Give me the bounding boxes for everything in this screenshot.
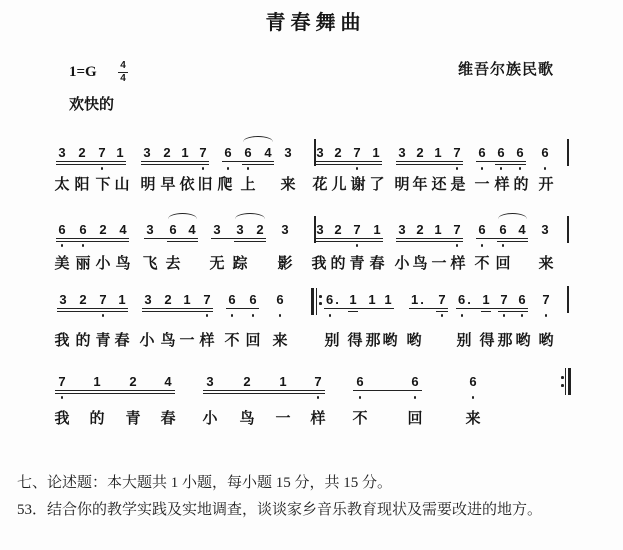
- note: 6: [276, 292, 284, 307]
- note: 7: [353, 222, 361, 237]
- beam-line: [57, 311, 128, 312]
- lyric-char: 别: [456, 331, 472, 349]
- lyric-char: 鸟: [160, 331, 176, 349]
- beam-line: [55, 393, 175, 394]
- note: 4: [188, 222, 196, 237]
- dotted-note: 6.: [326, 292, 341, 307]
- beam-line: [242, 164, 274, 165]
- slur: [168, 213, 197, 219]
- note: 2: [129, 374, 137, 389]
- lyric-char: 一: [179, 331, 195, 349]
- note: 1: [183, 292, 191, 307]
- beam-line: [409, 308, 448, 309]
- lyric-char: 那: [497, 331, 513, 349]
- note: 3: [284, 145, 292, 160]
- lyric-char: 不: [474, 254, 490, 272]
- note: 7: [438, 292, 446, 307]
- lyric-char: 别: [324, 331, 340, 349]
- note: 7: [500, 292, 508, 307]
- lyric-char: 还: [431, 175, 447, 193]
- low-octave-dot: [206, 314, 209, 317]
- lyric-char: 春: [160, 409, 176, 427]
- note: 7: [542, 292, 550, 307]
- lyric-char: 我: [54, 409, 70, 427]
- note: 1: [116, 145, 124, 160]
- lyric-char: 美: [54, 254, 70, 272]
- lyric-char: 太: [54, 175, 70, 193]
- lyric-char: 下: [95, 175, 111, 193]
- lyric-char: 得: [479, 331, 495, 349]
- low-octave-dot: [503, 314, 506, 317]
- note: 1: [434, 222, 442, 237]
- bar-line: [567, 139, 569, 166]
- low-octave-dot: [356, 167, 359, 170]
- note: 2: [79, 292, 87, 307]
- tempo-marking: 欢快的: [69, 95, 115, 113]
- note: 2: [416, 145, 424, 160]
- lyric-char: 回: [407, 409, 423, 427]
- note: 6: [497, 145, 505, 160]
- lyric-char: 爬: [217, 175, 233, 193]
- lyric-char: 了: [369, 175, 385, 193]
- beam-line: [142, 311, 213, 312]
- low-octave-dot: [329, 314, 332, 317]
- repeat-end-thin-line: [565, 368, 566, 395]
- lyric-char: 来: [280, 175, 296, 193]
- lyric-char: 的: [513, 175, 529, 193]
- beam-line: [56, 164, 126, 165]
- lyric-char: 得: [347, 331, 363, 349]
- bar-line: [314, 139, 316, 166]
- low-octave-dot: [231, 314, 234, 317]
- lyric-char: 鸟: [115, 254, 131, 272]
- low-octave-dot: [441, 314, 444, 317]
- beam-line: [142, 308, 213, 309]
- beam-line: [481, 311, 491, 312]
- key-signature: 1=G: [69, 64, 97, 80]
- beam-line: [396, 238, 463, 239]
- beam-line: [144, 238, 198, 239]
- note: 3: [398, 222, 406, 237]
- note: 4: [518, 222, 526, 237]
- note: 6: [58, 222, 66, 237]
- note: 2: [99, 222, 107, 237]
- lyric-char: 的: [330, 254, 346, 272]
- beam-line: [56, 238, 129, 239]
- section-heading: 七、论述题：本大题共 1 小题，每小题 15 分，共 15 分。: [17, 475, 393, 491]
- lyric-char: 来: [272, 331, 288, 349]
- low-octave-dot: [481, 244, 484, 247]
- note: 6: [411, 374, 419, 389]
- note: 1: [279, 374, 287, 389]
- note: 7: [353, 145, 361, 160]
- note: 2: [416, 222, 424, 237]
- beam-line: [57, 308, 128, 309]
- lyric-char: 样: [199, 331, 215, 349]
- lyric-char: 儿: [331, 175, 347, 193]
- repeat-start-thick-line: [311, 288, 314, 315]
- note: 1: [373, 222, 381, 237]
- lyric-char: 不: [224, 331, 240, 349]
- dotted-note: 6.: [458, 292, 473, 307]
- lyric-char: 明: [394, 175, 410, 193]
- note: 2: [78, 145, 86, 160]
- lyric-char: 踪: [232, 254, 248, 272]
- beam-line: [353, 390, 422, 391]
- note: 3: [59, 292, 67, 307]
- time-signature: [117, 61, 129, 84]
- repeat-dot: [561, 376, 564, 379]
- slur: [235, 213, 265, 219]
- note: 6: [518, 292, 526, 307]
- note: 7: [99, 292, 107, 307]
- low-octave-dot: [461, 314, 464, 317]
- note: 6: [169, 222, 177, 237]
- lyric-char: 小: [202, 409, 218, 427]
- beam-line: [203, 390, 325, 391]
- beam-line: [141, 164, 209, 165]
- low-octave-dot: [202, 167, 205, 170]
- note: 3: [146, 222, 154, 237]
- note: 4: [264, 145, 272, 160]
- lyric-char: 来: [465, 409, 481, 427]
- low-octave-dot: [252, 314, 255, 317]
- note: 6: [249, 292, 257, 307]
- lyric-char: 一: [474, 175, 490, 193]
- lyric-char: 早: [160, 175, 176, 193]
- note: 1: [349, 292, 357, 307]
- beam-line: [396, 161, 463, 162]
- lyric-char: 不: [352, 409, 368, 427]
- time-signature-bottom: 4: [120, 73, 126, 84]
- beam-line: [234, 241, 266, 242]
- note: 3: [206, 374, 214, 389]
- beam-line: [316, 161, 382, 162]
- low-octave-dot: [356, 244, 359, 247]
- slur: [243, 136, 273, 142]
- lyric-char: 上: [240, 175, 256, 193]
- note: 6: [228, 292, 236, 307]
- note: 6: [499, 222, 507, 237]
- lyric-char: 依: [179, 175, 195, 193]
- note: 7: [453, 145, 461, 160]
- repeat-dot: [561, 384, 564, 387]
- note: 7: [58, 374, 66, 389]
- lyric-char: 去: [165, 254, 181, 272]
- low-octave-dot: [472, 396, 475, 399]
- lyric-char: 我: [54, 331, 70, 349]
- beam-line: [476, 161, 526, 162]
- low-octave-dot: [227, 167, 230, 170]
- low-octave-dot: [456, 244, 459, 247]
- lyric-char: 是: [450, 175, 466, 193]
- beam-line: [222, 161, 274, 162]
- note: 6: [224, 145, 232, 160]
- lyric-char: 回: [245, 331, 261, 349]
- low-octave-dot: [456, 167, 459, 170]
- slur: [498, 213, 527, 219]
- lyric-char: 哟: [382, 331, 398, 349]
- lyric-char: 小: [95, 254, 111, 272]
- note: 7: [203, 292, 211, 307]
- note: 6: [478, 145, 486, 160]
- note: 3: [144, 292, 152, 307]
- note: 3: [281, 222, 289, 237]
- note: 7: [98, 145, 106, 160]
- note: 1: [434, 145, 442, 160]
- lyric-char: 旧: [197, 175, 213, 193]
- low-octave-dot: [481, 167, 484, 170]
- note: 6: [516, 145, 524, 160]
- low-octave-dot: [414, 396, 417, 399]
- lyric-char: 谢: [350, 175, 366, 193]
- beam-line: [211, 238, 266, 239]
- beam-line: [56, 241, 129, 242]
- song-attribution: 维吾尔族民歌: [458, 60, 555, 78]
- lyric-char: 春: [114, 331, 130, 349]
- low-octave-dot: [545, 314, 548, 317]
- low-octave-dot: [544, 167, 547, 170]
- note: 1: [93, 374, 101, 389]
- lyric-char: 样: [494, 175, 510, 193]
- beam-line: [316, 238, 383, 239]
- beam-line: [55, 390, 175, 391]
- lyric-char: 无: [209, 254, 225, 272]
- score-row-3: [0, 292, 623, 352]
- beam-line: [348, 311, 358, 312]
- note: 2: [243, 374, 251, 389]
- note: 2: [334, 145, 342, 160]
- low-octave-dot: [359, 396, 362, 399]
- low-octave-dot: [101, 167, 104, 170]
- lyric-char: 哟: [515, 331, 531, 349]
- low-octave-dot: [502, 244, 505, 247]
- note: 4: [119, 222, 127, 237]
- note: 1: [482, 292, 490, 307]
- beam-line: [476, 238, 528, 239]
- score-row-1: [0, 145, 623, 205]
- beam-line: [396, 241, 463, 242]
- note: 6: [244, 145, 252, 160]
- note: 6: [79, 222, 87, 237]
- lyric-char: 鸟: [239, 409, 255, 427]
- low-octave-dot: [61, 244, 64, 247]
- note: 3: [236, 222, 244, 237]
- low-octave-dot: [521, 314, 524, 317]
- note: 2: [163, 145, 171, 160]
- lyric-char: 一: [275, 409, 291, 427]
- beam-line: [456, 308, 528, 309]
- note: 1: [372, 145, 380, 160]
- beam-line: [226, 308, 259, 309]
- note: 6: [356, 374, 364, 389]
- essay-question: 53．结合你的教学实践及实地调查，谈谈家乡音乐教育现状及需要改进的地方。: [17, 502, 543, 518]
- lyric-char: 影: [277, 254, 293, 272]
- beam-line: [316, 164, 382, 165]
- lyric-char: 开: [538, 175, 554, 193]
- lyric-char: 那: [365, 331, 381, 349]
- dotted-note: 1.: [411, 292, 426, 307]
- lyric-char: 回: [495, 254, 511, 272]
- lyric-char: 年: [412, 175, 428, 193]
- beam-line: [203, 393, 325, 394]
- low-octave-dot: [61, 396, 64, 399]
- note: 2: [334, 222, 342, 237]
- song-title: 青春舞曲: [265, 10, 366, 34]
- beam-line: [324, 308, 394, 309]
- lyric-char: 样: [310, 409, 326, 427]
- low-octave-dot: [279, 314, 282, 317]
- note: 3: [398, 145, 406, 160]
- lyric-char: 小: [139, 331, 155, 349]
- note: 7: [453, 222, 461, 237]
- lyric-char: 飞: [142, 254, 158, 272]
- beam-line: [498, 311, 528, 312]
- lyric-char: 花: [312, 175, 328, 193]
- repeat-dot: [319, 295, 322, 298]
- lyric-char: 鸟: [412, 254, 428, 272]
- note: 4: [164, 374, 172, 389]
- low-octave-dot: [317, 396, 320, 399]
- beam-line: [495, 164, 526, 165]
- lyric-char: 青: [125, 409, 141, 427]
- low-octave-dot: [500, 167, 503, 170]
- beam-line: [167, 241, 198, 242]
- lyric-char: 的: [75, 331, 91, 349]
- score-row-2: [0, 222, 623, 282]
- note: 3: [213, 222, 221, 237]
- beam-line: [436, 311, 448, 312]
- beam-line: [497, 241, 528, 242]
- beam-line: [396, 164, 463, 165]
- repeat-end-thick-line: [568, 368, 571, 395]
- note: 2: [164, 292, 172, 307]
- lyric-char: 哟: [538, 331, 554, 349]
- lyric-char: 哟: [406, 331, 422, 349]
- note: 3: [316, 222, 324, 237]
- bar-line: [567, 286, 569, 313]
- lyric-char: 一: [431, 254, 447, 272]
- lyric-char: 阳: [74, 175, 90, 193]
- time-signature-top: 4: [120, 60, 126, 71]
- low-octave-dot: [519, 167, 522, 170]
- lyric-char: 来: [538, 254, 554, 272]
- note: 3: [316, 145, 324, 160]
- bar-line: [314, 216, 316, 243]
- lyric-char: 小: [394, 254, 410, 272]
- lyric-char: 明: [140, 175, 156, 193]
- beam-line: [316, 241, 383, 242]
- note: 1: [384, 292, 392, 307]
- note: 6: [469, 374, 477, 389]
- note: 3: [541, 222, 549, 237]
- low-octave-dot: [82, 244, 85, 247]
- low-octave-dot: [247, 167, 250, 170]
- repeat-start-thin-line: [316, 288, 317, 315]
- lyric-char: 青: [95, 331, 111, 349]
- lyric-char: 样: [450, 254, 466, 272]
- beam-line: [56, 161, 126, 162]
- note: 7: [314, 374, 322, 389]
- lyric-char: 丽: [75, 254, 91, 272]
- repeat-dot: [319, 302, 322, 305]
- beam-line: [141, 161, 209, 162]
- note: 3: [58, 145, 66, 160]
- score-row-4: [0, 374, 623, 434]
- lyric-char: 春: [369, 254, 385, 272]
- lyric-char: 青: [349, 254, 365, 272]
- lyric-char: 我: [311, 254, 327, 272]
- note: 2: [256, 222, 264, 237]
- note: 6: [478, 222, 486, 237]
- note: 3: [143, 145, 151, 160]
- note: 6: [541, 145, 549, 160]
- note: 7: [199, 145, 207, 160]
- low-octave-dot: [102, 314, 105, 317]
- note: 1: [181, 145, 189, 160]
- bar-line: [567, 216, 569, 243]
- lyric-char: 的: [89, 409, 105, 427]
- note: 1: [368, 292, 376, 307]
- note: 1: [118, 292, 126, 307]
- lyric-char: 山: [114, 175, 130, 193]
